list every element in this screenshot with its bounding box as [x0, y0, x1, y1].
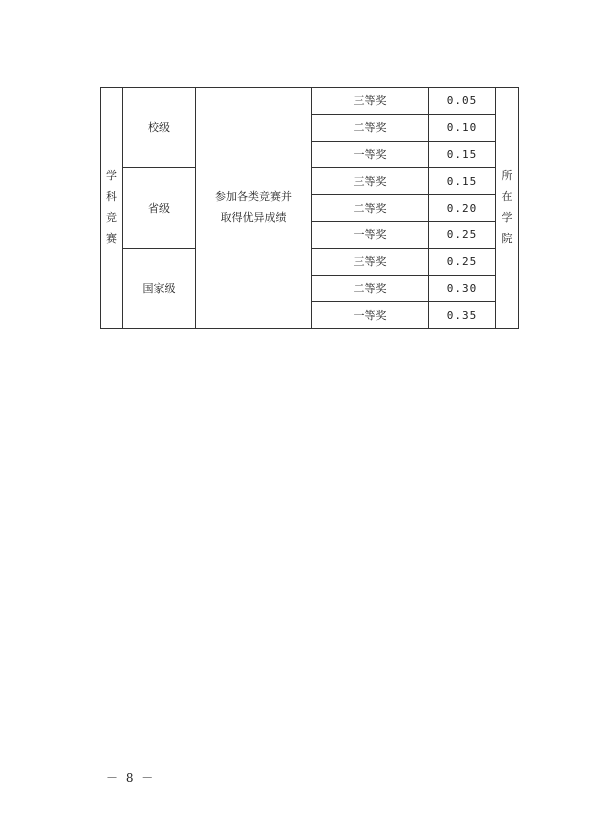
- page-number: － 8 －: [106, 771, 156, 785]
- description-text: [196, 187, 311, 229]
- vertical-char: 院: [501, 231, 513, 245]
- score-table-body: [101, 88, 519, 329]
- vertical-char: 学: [106, 169, 117, 183]
- score-cell: 0.30: [429, 275, 496, 302]
- description-line: 取得优异成绩: [220, 211, 287, 225]
- description-cell: [196, 88, 312, 329]
- score-cell: 0.15: [429, 141, 496, 168]
- award-cell: 一等奖: [312, 141, 429, 168]
- score-cell: 0.15: [429, 168, 496, 195]
- vertical-char: 科: [106, 190, 117, 204]
- level-cell: 国家级: [123, 248, 196, 328]
- vertical-char: 所: [501, 169, 513, 183]
- table-row: [101, 88, 519, 115]
- award-cell: 二等奖: [312, 195, 429, 222]
- vertical-char: 赛: [106, 231, 117, 245]
- score-cell: 0.25: [429, 221, 496, 248]
- category-cell-text: [106, 166, 118, 250]
- vertical-char: 竞: [106, 211, 117, 225]
- award-cell: 三等奖: [312, 168, 429, 195]
- award-cell: 二等奖: [312, 114, 429, 141]
- award-cell: 一等奖: [312, 221, 429, 248]
- score-cell: 0.25: [429, 248, 496, 275]
- score-table: [100, 87, 519, 329]
- score-cell: 0.20: [429, 195, 496, 222]
- award-cell: 三等奖: [312, 88, 429, 115]
- vertical-char: 学: [501, 211, 513, 225]
- level-cell: 校级: [123, 88, 196, 168]
- score-cell: 0.35: [429, 302, 496, 329]
- score-cell: 0.10: [429, 114, 496, 141]
- level-cell: 省级: [123, 168, 196, 248]
- category-cell: [101, 88, 123, 329]
- score-cell: 0.05: [429, 88, 496, 115]
- award-cell: 一等奖: [312, 302, 429, 329]
- department-cell-text: [501, 166, 513, 250]
- award-cell: 二等奖: [312, 275, 429, 302]
- vertical-char: 在: [501, 190, 513, 204]
- department-cell: [496, 88, 519, 329]
- description-line: 参加各类竞赛并: [215, 190, 292, 204]
- award-cell: 三等奖: [312, 248, 429, 275]
